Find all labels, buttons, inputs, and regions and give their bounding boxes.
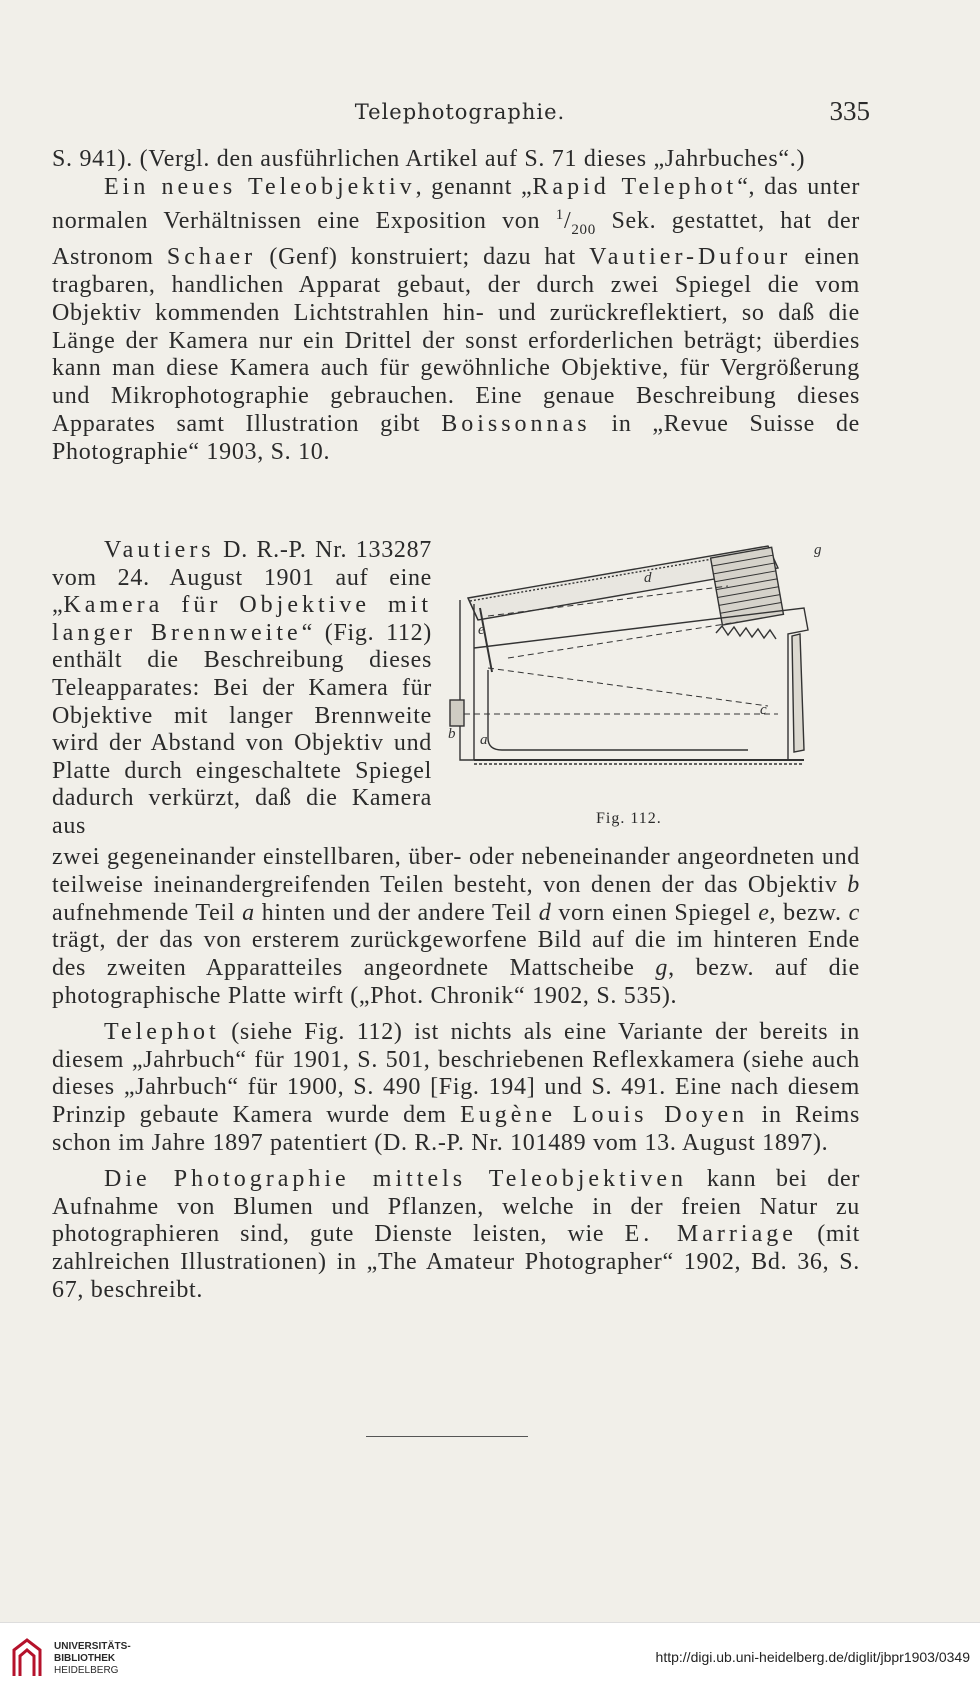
label-c: c [760,702,767,718]
page-number: 335 [829,96,870,126]
label-g: g [814,542,822,558]
page-header [50,96,870,136]
library-logo-text: UNIVERSITÄTS- BIBLIOTHEK HEIDELBERG [54,1641,131,1676]
figure-caption: Fig. 112. [596,810,662,827]
label-e: e [478,622,485,638]
viewer-footer [0,1622,980,1694]
fraction-denominator: 200 [571,221,596,238]
end-rule [366,1436,528,1437]
fraction-numerator: 1 [555,206,564,223]
paragraph-3-continued: zwei gegeneinander einstellbaren, über- oder nebeneinander angeordneten und teilweise ineinandergreifenden Teilen besteht, von denen der das Objektiv b aufnehmende Teil a hinten und der andere Teil d vorn einen Spiegel e, bezw. c trägt, der das von ersterem zurückgeworfene Bild auf die im hinteren Ende des zweiten Apparatteiles angeordnete Mattscheibe g, bezw. auf die photographische Platte wirft („Phot. Chronik“ 1902, S. 535). [52,844,860,1009]
label-d: d [644,570,652,586]
paragraph-2: Ein neues Teleobjektiv, genannt „Rapid Telephot“, das unter normalen Verhältnissen eine Exposition von $^1/_{200}$ Sek. gestattet, hat der Astronom Schaer (Genf) konstruiert; dazu hat Vautier-Dufour einen tragbaren, handlichen Apparat gebaut, der durch zwei Spiegel die vom Objektiv kommenden Lichtstrahlen hin- und zurückreflektiert, so daß die Länge der Kamera nur ein Drittel der sonst erforderlichen beträgt; überdies kann man diese Kamera auch für gewöhnliche Objektive, für Vergrößerung und Mikrophotographie gebrauchen. Eine genaue Beschreibung dieses Apparates samt Illustration gibt Boissonnas in „Revue Suisse de Photographie“ 1903, S. 10. [52,173,861,465]
label-b: b [448,726,456,742]
text-beside-figure [52,513,432,865]
text-block-bottom [52,844,860,1305]
paragraph-3: Vautiers D. R.-P. Nr. 133287 vom 24. August 1901 auf eine „Kamera für Objektive mit langer Brennweite“ (Fig. 112) enthält die Beschreibung dieses Teleapparates: Bei der Kamera für Objektive mit langer Brennweite wird der Abstand von Objektiv und Platte durch eingeschaltete Spiegel dadurch verkürzt, daß die Kamera aus [52,537,432,839]
label-a: a [480,732,488,748]
camera-diagram [448,538,844,798]
figure-112 [448,538,844,838]
paragraph-4: Telephot (siehe Fig. 112) ist nichts als eine Variante der bereits in diesem „Jahrbuch“ für 1901, S. 501, beschriebenen Reflexkamera (siehe auch dieses „Jahrbuch“ für 1900, S. 490 [Fig. 194] und S. 491. Eine nach diesem Prinzip gebaute Kamera wurde dem Eugène Louis Doyen in Reims schon im Jahre 1897 patentiert (D. R.-P. Nr. 101489 vom 13. August 1897). [52,1018,860,1156]
running-title: Telephotographie. [354,100,566,124]
permalink-url[interactable]: http://digi.ub.uni-heidelberg.de/diglit/jbpr1903/0349 [655,1649,970,1665]
paragraph-5: Die Photographie mittels Teleobjektiven kann bei der Aufnahme von Blumen und Pflanzen, welche in der freien Natur zu photographieren sind, gute Dienste leisten, wie E. Marriage (mit zahlreichen Illustrationen) in „The Amateur Photographer“ 1902, Bd. 36, S. 67, beschreibt. [52,1165,861,1303]
paragraph-1: S. 941). (Vergl. den ausführlichen Artikel auf S. 71 dieses „Jahrbuches“.) [52,146,806,172]
text-block-top [52,146,860,467]
library-logo-icon [10,1636,44,1680]
